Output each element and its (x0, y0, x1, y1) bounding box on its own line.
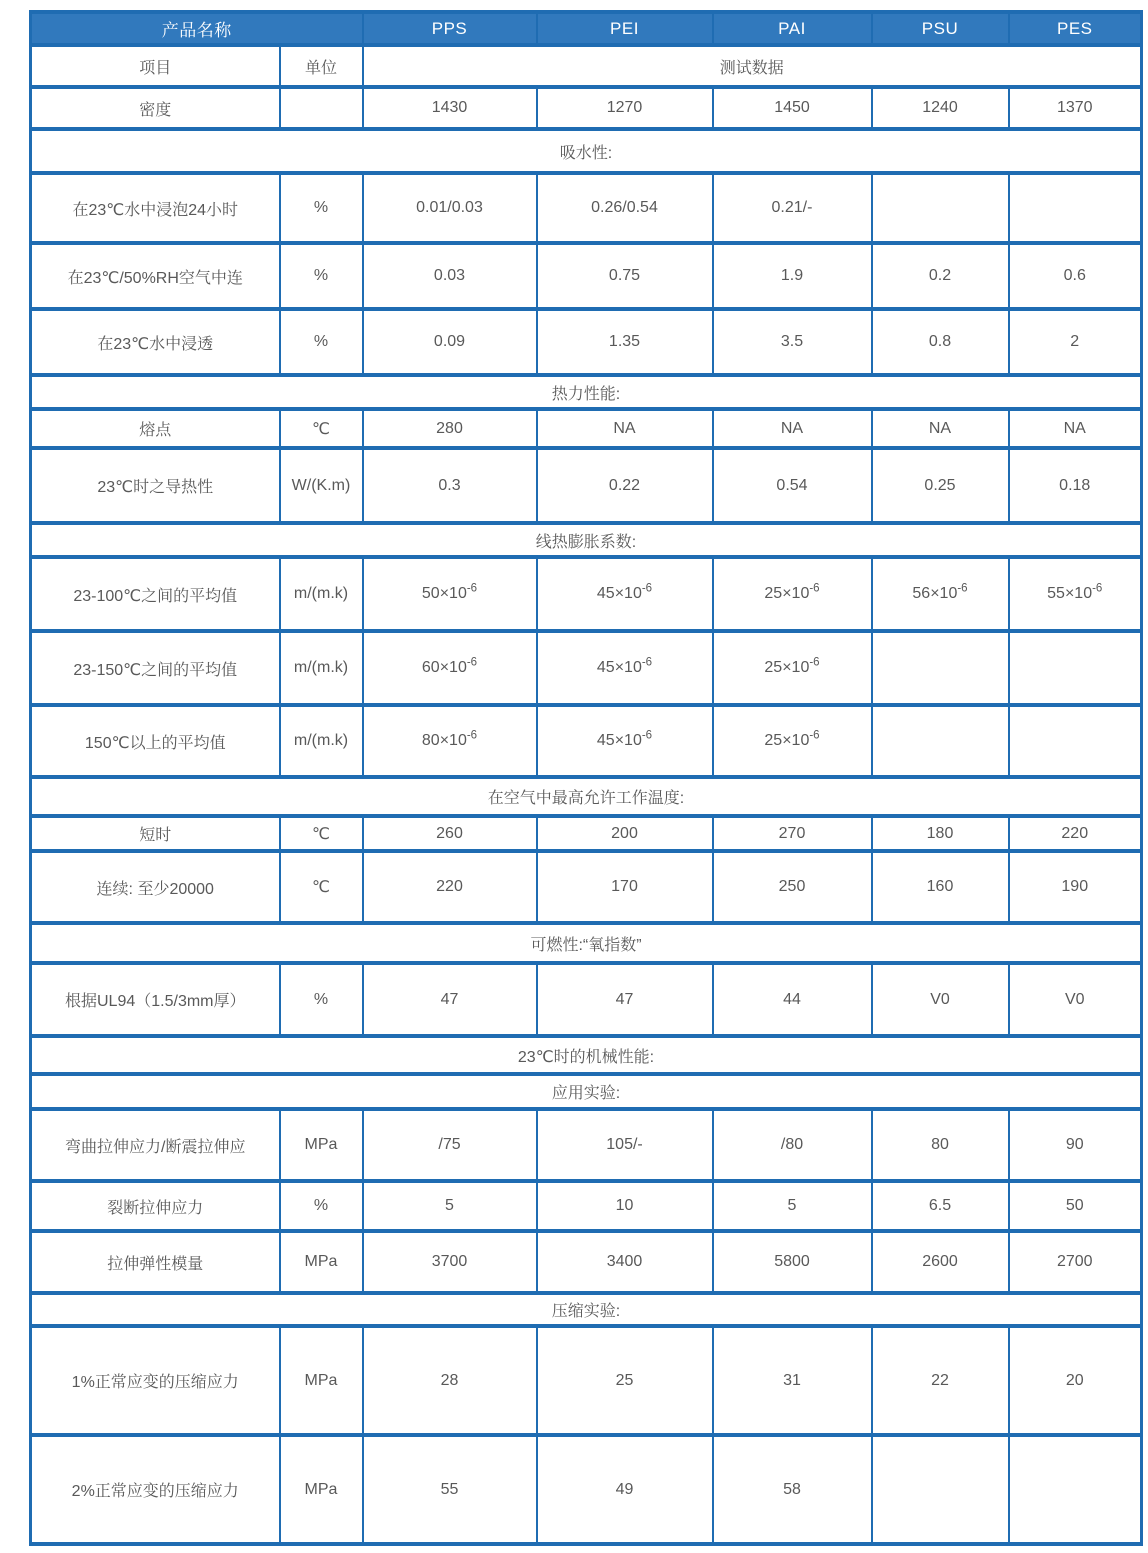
cell-value: 1450 (713, 87, 872, 129)
row-label: 23℃时之导热性 (31, 448, 280, 523)
cell-value: V0 (872, 963, 1009, 1036)
cell-value (1009, 173, 1142, 243)
section-row (31, 523, 1142, 557)
table-row (31, 409, 1142, 448)
test-data-header: 测试数据 (363, 45, 1142, 87)
row-label: 150℃以上的平均值 (31, 705, 280, 777)
product-column-psu: PSU (872, 12, 1009, 45)
cell-value: 5 (363, 1181, 537, 1231)
table-row (31, 1435, 1142, 1544)
row-label: 弯曲拉伸应力/断震拉伸应 (31, 1109, 280, 1181)
row-unit: m/(m.k) (280, 705, 363, 777)
cell-value: 3700 (363, 1231, 537, 1293)
cell-value: 170 (537, 851, 713, 923)
product-column-pei: PEI (537, 12, 713, 45)
cell-value: 90 (1009, 1109, 1142, 1181)
row-unit: % (280, 1181, 363, 1231)
cell-value (1009, 705, 1142, 777)
section-label: 压缩实验: (31, 1293, 1142, 1326)
table-row (31, 705, 1142, 777)
row-unit: MPa (280, 1326, 363, 1435)
table-row (31, 1109, 1142, 1181)
cell-value: 2 (1009, 309, 1142, 375)
table-row (31, 87, 1142, 129)
cell-value: 1370 (1009, 87, 1142, 129)
section-label: 可燃性:“氧指数” (31, 923, 1142, 963)
row-unit: % (280, 243, 363, 309)
cell-value: 0.75 (537, 243, 713, 309)
row-unit: MPa (280, 1231, 363, 1293)
table-row (31, 557, 1142, 631)
cell-value: 3400 (537, 1231, 713, 1293)
cell-value: 1.9 (713, 243, 872, 309)
cell-value: 250 (713, 851, 872, 923)
cell-value: NA (537, 409, 713, 448)
section-label: 23℃时的机械性能: (31, 1036, 1142, 1074)
product-spec-table (29, 10, 1143, 1546)
cell-value: 2600 (872, 1231, 1009, 1293)
cell-value: 270 (713, 816, 872, 851)
cell-value (872, 1435, 1009, 1544)
cell-value: 260 (363, 816, 537, 851)
cell-value: 80 (872, 1109, 1009, 1181)
table-row (31, 963, 1142, 1036)
row-label: 在23℃水中浸泡24小时 (31, 173, 280, 243)
cell-value: 58 (713, 1435, 872, 1544)
cell-value: $25\times 10^{-6}$ (713, 557, 872, 631)
cell-value: $45\times 10^{-6}$ (537, 557, 713, 631)
cell-value: $55\times 10^{-6}$ (1009, 557, 1142, 631)
cell-value: 0.09 (363, 309, 537, 375)
cell-value: 180 (872, 816, 1009, 851)
cell-value: 49 (537, 1435, 713, 1544)
cell-value: 50 (1009, 1181, 1142, 1231)
cell-value: /80 (713, 1109, 872, 1181)
row-unit (280, 87, 363, 129)
row-unit: m/(m.k) (280, 631, 363, 705)
row-label: 裂断拉伸应力 (31, 1181, 280, 1231)
table-row (31, 851, 1142, 923)
table-row (31, 448, 1142, 523)
cell-value: 55 (363, 1435, 537, 1544)
table-body (31, 87, 1142, 1544)
row-label: 连续: 至少20000 (31, 851, 280, 923)
cell-value: 0.03 (363, 243, 537, 309)
product-header-row (31, 12, 1142, 45)
cell-value: 220 (363, 851, 537, 923)
row-label: 23-100℃之间的平均值 (31, 557, 280, 631)
cell-value (872, 631, 1009, 705)
cell-value: 10 (537, 1181, 713, 1231)
section-row (31, 129, 1142, 173)
cell-value: 2700 (1009, 1231, 1142, 1293)
cell-value (1009, 1435, 1142, 1544)
cell-value: 0.54 (713, 448, 872, 523)
product-name-header: 产品名称 (31, 12, 363, 45)
item-header: 项目 (31, 45, 280, 87)
cell-value: $50\times 10^{-6}$ (363, 557, 537, 631)
table-row (31, 309, 1142, 375)
table-row (31, 1326, 1142, 1435)
cell-value: 25 (537, 1326, 713, 1435)
product-column-pps: PPS (363, 12, 537, 45)
cell-value: 20 (1009, 1326, 1142, 1435)
section-label: 吸水性: (31, 129, 1142, 173)
cell-value: V0 (1009, 963, 1142, 1036)
cell-value: 1240 (872, 87, 1009, 129)
cell-value: 44 (713, 963, 872, 1036)
cell-value: 160 (872, 851, 1009, 923)
row-label: 2%正常应变的压缩应力 (31, 1435, 280, 1544)
cell-value: 220 (1009, 816, 1142, 851)
cell-value: NA (872, 409, 1009, 448)
section-label: 应用实验: (31, 1074, 1142, 1109)
row-label: 熔点 (31, 409, 280, 448)
row-label: 23-150℃之间的平均值 (31, 631, 280, 705)
cell-value: $60\times 10^{-6}$ (363, 631, 537, 705)
cell-value: 280 (363, 409, 537, 448)
row-unit: % (280, 309, 363, 375)
section-label: 在空气中最高允许工作温度: (31, 777, 1142, 816)
row-unit: ℃ (280, 851, 363, 923)
row-label: 根据UL94（1.5/3mm厚） (31, 963, 280, 1036)
table-row (31, 631, 1142, 705)
cell-value: $45\times 10^{-6}$ (537, 705, 713, 777)
cell-value: NA (1009, 409, 1142, 448)
cell-value: 47 (363, 963, 537, 1036)
cell-value: 1430 (363, 87, 537, 129)
row-unit: MPa (280, 1435, 363, 1544)
cell-value (872, 173, 1009, 243)
section-row (31, 1074, 1142, 1109)
cell-value: 5800 (713, 1231, 872, 1293)
row-unit: ℃ (280, 816, 363, 851)
cell-value: $25\times 10^{-6}$ (713, 705, 872, 777)
section-row (31, 1293, 1142, 1326)
cell-value: 0.22 (537, 448, 713, 523)
row-label: 短时 (31, 816, 280, 851)
cell-value: 0.6 (1009, 243, 1142, 309)
sub-header-row (31, 45, 1142, 87)
section-row (31, 1036, 1142, 1074)
cell-value: 0.2 (872, 243, 1009, 309)
cell-value: 6.5 (872, 1181, 1009, 1231)
cell-value: 0.26/0.54 (537, 173, 713, 243)
cell-value: 28 (363, 1326, 537, 1435)
cell-value (872, 705, 1009, 777)
cell-value: 0.01/0.03 (363, 173, 537, 243)
cell-value: 5 (713, 1181, 872, 1231)
table-row (31, 1231, 1142, 1293)
table-row (31, 243, 1142, 309)
section-row (31, 375, 1142, 409)
row-label: 在23℃水中浸透 (31, 309, 280, 375)
unit-header: 单位 (280, 45, 363, 87)
cell-value: 190 (1009, 851, 1142, 923)
row-label: 1%正常应变的压缩应力 (31, 1326, 280, 1435)
cell-value: $80\times 10^{-6}$ (363, 705, 537, 777)
cell-value: 1270 (537, 87, 713, 129)
cell-value: 47 (537, 963, 713, 1036)
cell-value: /75 (363, 1109, 537, 1181)
cell-value: 0.18 (1009, 448, 1142, 523)
table-row (31, 173, 1142, 243)
section-label: 热力性能: (31, 375, 1142, 409)
cell-value: $56\times 10^{-6}$ (872, 557, 1009, 631)
cell-value: 0.25 (872, 448, 1009, 523)
row-unit: MPa (280, 1109, 363, 1181)
row-label: 在23℃/50%RH空气中连 (31, 243, 280, 309)
cell-value: 1.35 (537, 309, 713, 375)
cell-value: 0.8 (872, 309, 1009, 375)
table-row (31, 816, 1142, 851)
cell-value: NA (713, 409, 872, 448)
cell-value: 200 (537, 816, 713, 851)
row-unit: % (280, 963, 363, 1036)
section-label: 线热膨胀系数: (31, 523, 1142, 557)
cell-value: $45\times 10^{-6}$ (537, 631, 713, 705)
product-column-pai: PAI (713, 12, 872, 45)
cell-value (1009, 631, 1142, 705)
cell-value: 3.5 (713, 309, 872, 375)
row-unit: % (280, 173, 363, 243)
section-row (31, 777, 1142, 816)
row-label: 密度 (31, 87, 280, 129)
cell-value: 105/- (537, 1109, 713, 1181)
cell-value: 0.21/- (713, 173, 872, 243)
cell-value: 31 (713, 1326, 872, 1435)
section-row (31, 923, 1142, 963)
product-column-pes: PES (1009, 12, 1142, 45)
table-row (31, 1181, 1142, 1231)
row-label: 拉伸弹性模量 (31, 1231, 280, 1293)
row-unit: m/(m.k) (280, 557, 363, 631)
row-unit: W/(K.m) (280, 448, 363, 523)
cell-value: 0.3 (363, 448, 537, 523)
row-unit: ℃ (280, 409, 363, 448)
cell-value: $25\times 10^{-6}$ (713, 631, 872, 705)
cell-value: 22 (872, 1326, 1009, 1435)
